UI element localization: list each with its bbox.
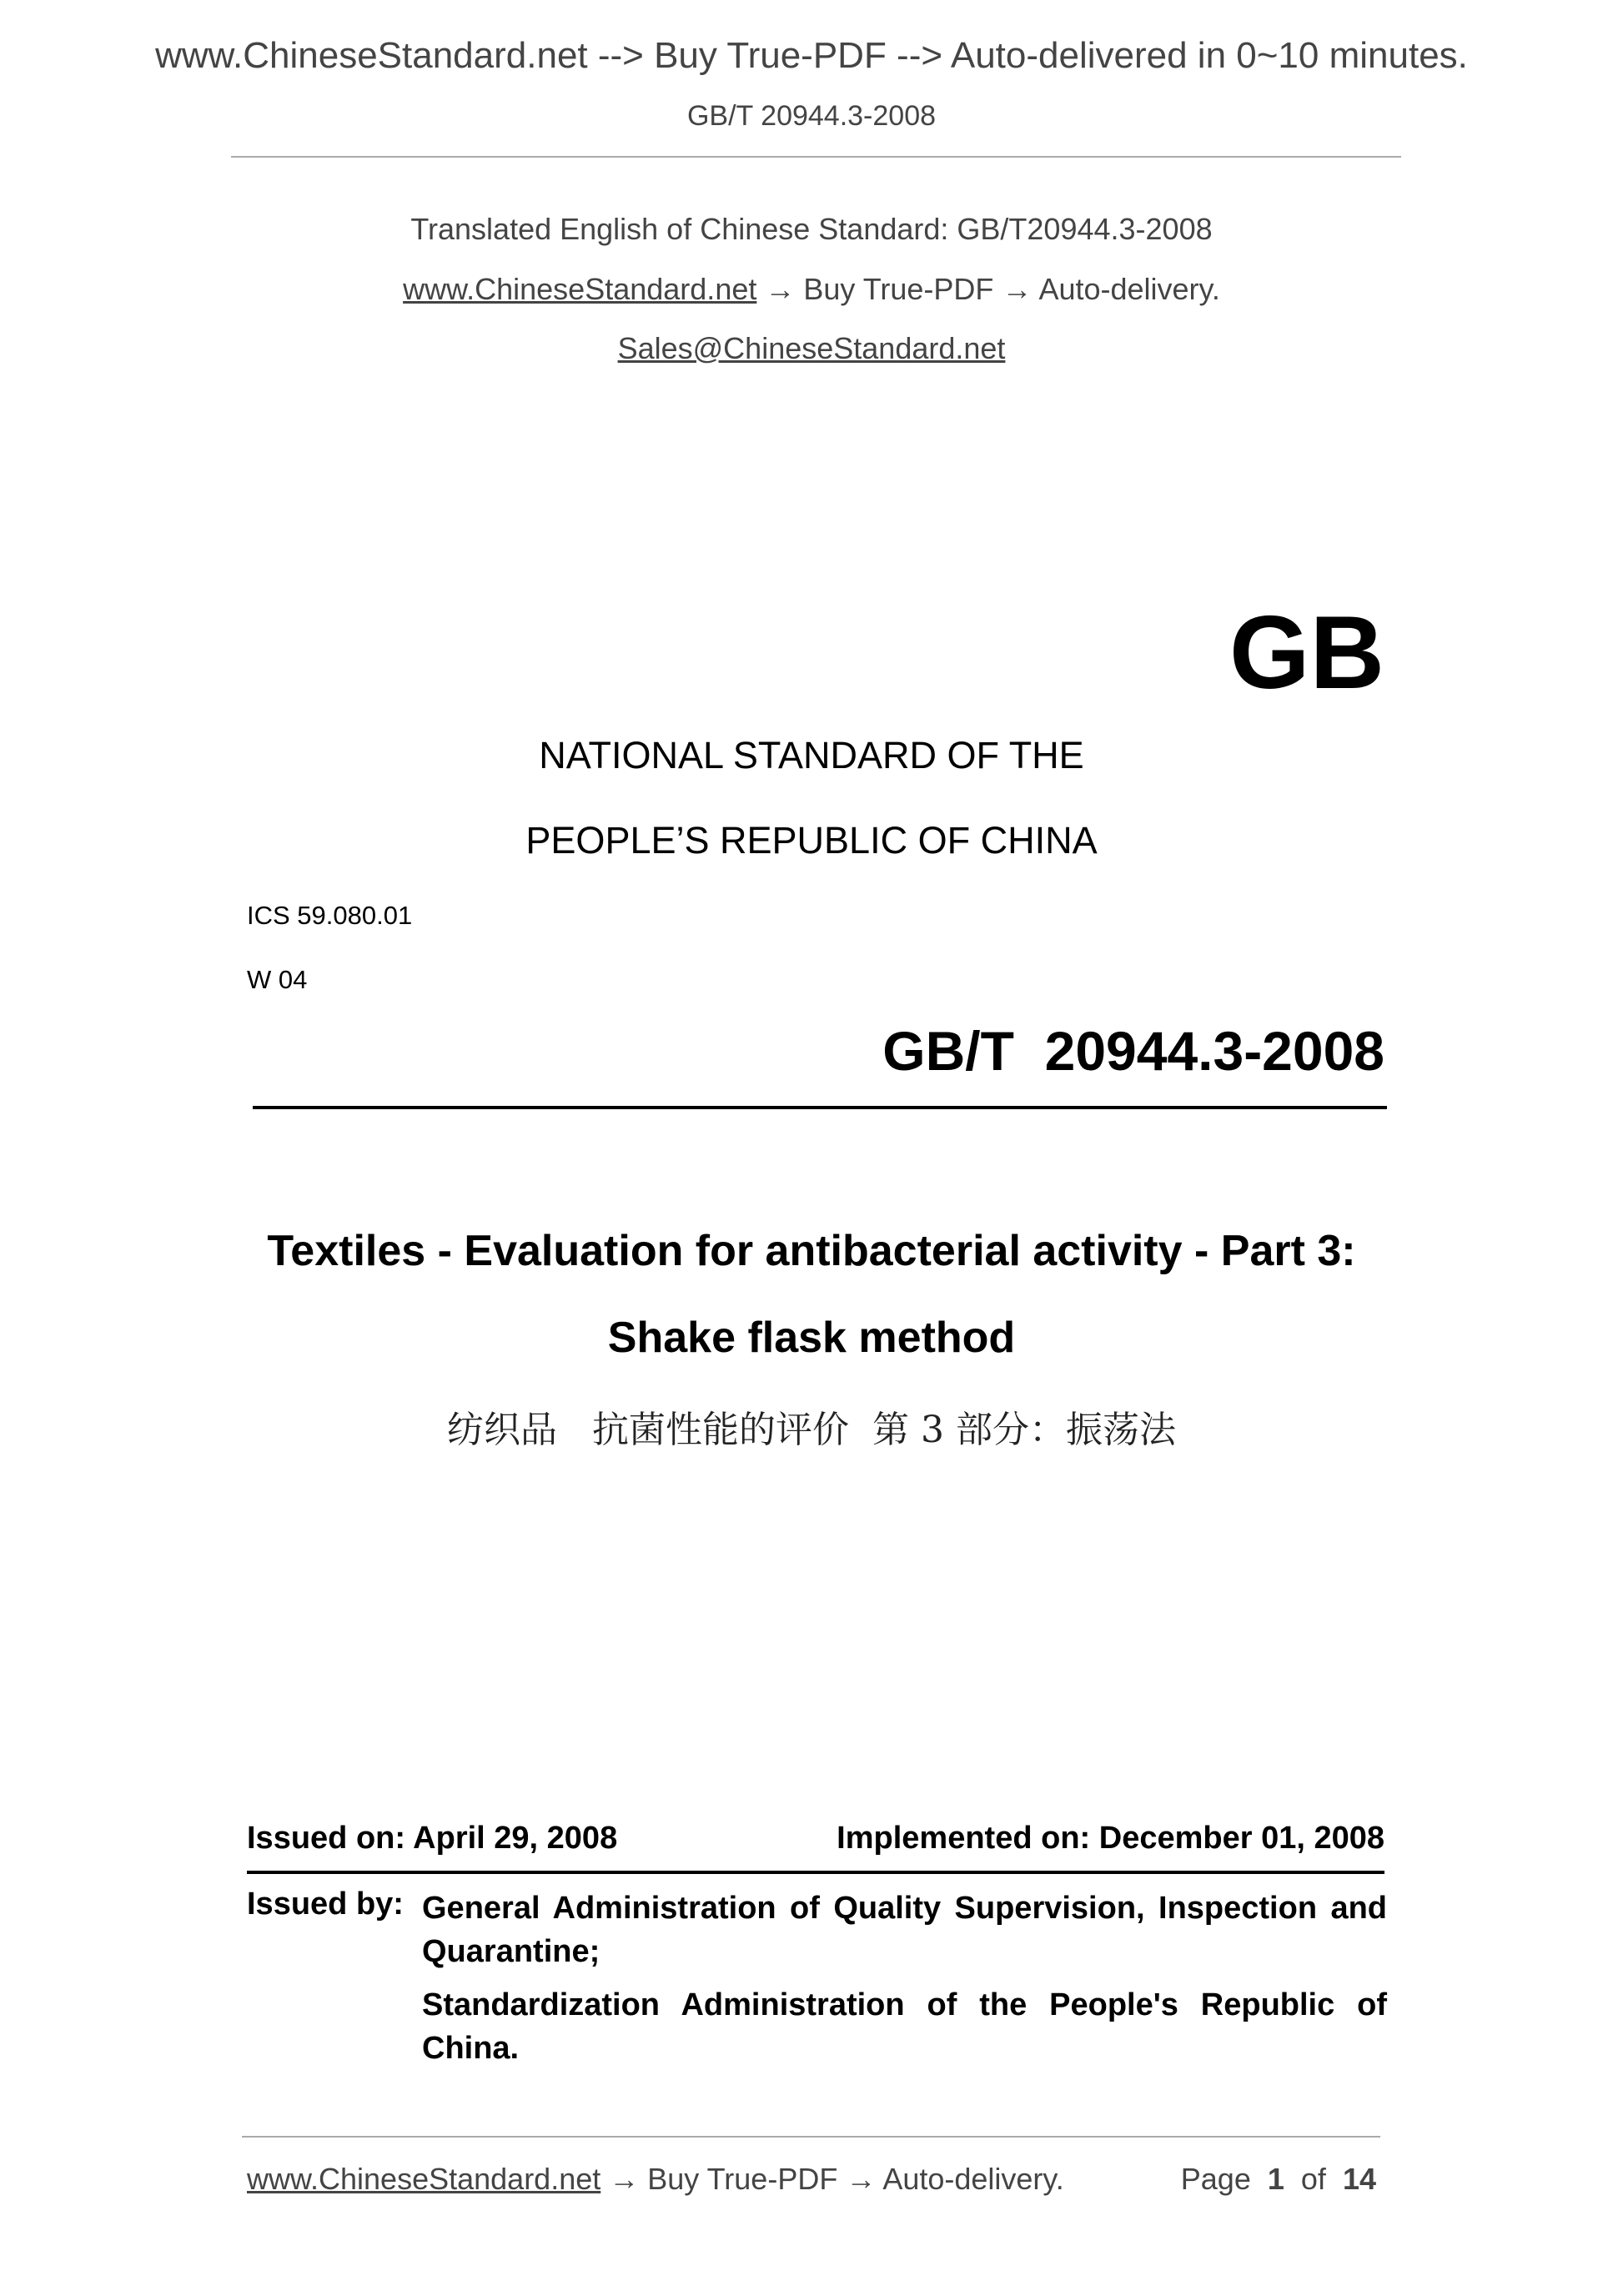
issued-on: Issued on: April 29, 2008 [247,1821,618,1856]
page-indicator [1181,2162,1376,2197]
issuer-1: General Administration of Quality Supervision, Inspection and Quarantine; [422,1891,1387,1969]
footer-site-link[interactable]: www.ChineseStandard.net [247,2162,601,2196]
title-chinese: 纺织品 抗菌性能的评价 第 3 部分：振荡法 [447,1409,1176,1451]
ics-code: ICS 59.080.01 [247,901,413,930]
title-line2: Shake flask method [607,1314,1016,1362]
page-number: 1 [1267,2162,1284,2196]
footer-site-line [247,2162,1064,2197]
issue-divider [247,1871,1384,1874]
site-link[interactable]: www.ChineseStandard.net [403,272,757,306]
page-total: 14 [1342,2162,1376,2196]
sales-line [0,331,1623,366]
header-banner: www.ChineseStandard.net --> Buy True-PDF --> Auto-delivered in 0~10 minutes. [155,35,1468,76]
standard-divider [253,1106,1387,1109]
issued-by-label: Issued by: [247,1887,404,1922]
issuer-2: Standardization Administration of the People's Republic of China. [422,1987,1387,2066]
footer-site-text: → Buy True-PDF → Auto-delivery. [600,2162,1064,2196]
w-code: W 04 [247,965,308,994]
header-standard-code: GB/T 20944.3-2008 [686,100,937,132]
national-standard-line1: NATIONAL STANDARD OF THE [539,734,1084,776]
national-standard-line2: PEOPLE’S REPUBLIC OF CHINA [525,819,1098,862]
standard-code: GB/T 20944.3-2008 [882,1020,1384,1082]
site-line [0,272,1623,307]
sales-email-link[interactable]: Sales@ChineseStandard.net [617,331,1006,365]
title-line1: Textiles - Evaluation for antibacterial activity - Part 3: [267,1227,1356,1275]
site-line-text: → Buy True-PDF → Auto-delivery. [756,272,1220,306]
page-label: Page [1180,2162,1251,2196]
implemented-on: Implemented on: December 01, 2008 [837,1821,1384,1856]
footer-divider [242,2136,1380,2138]
gb-logo: GB [1229,595,1384,711]
header-divider [231,156,1401,158]
translated-note: Translated English of Chinese Standard: GB/T20944.3-2008 [410,212,1213,246]
of-label: of [1300,2162,1326,2196]
